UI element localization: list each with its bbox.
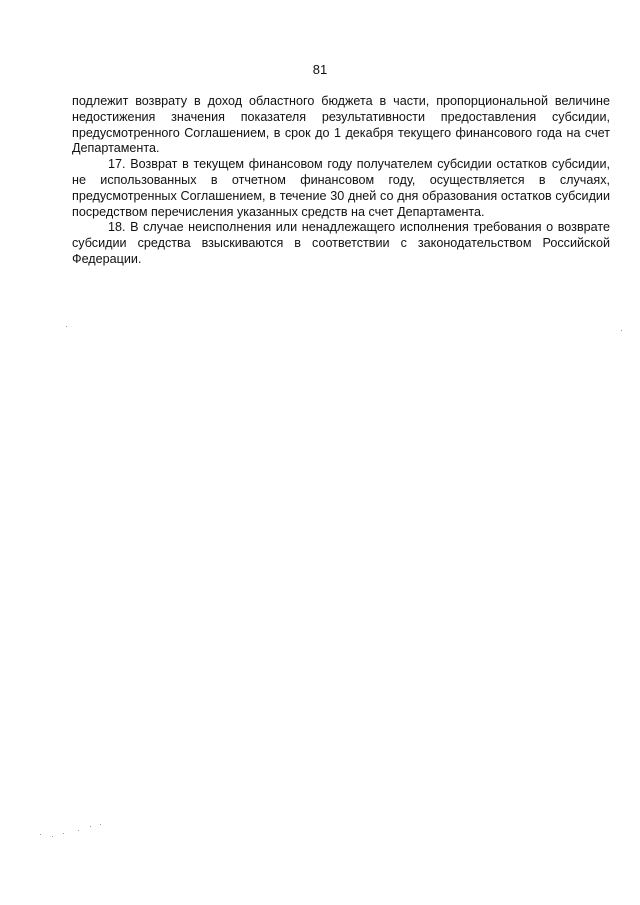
scan-speck (66, 326, 67, 327)
scan-speck (63, 833, 64, 834)
paragraph-continuation: подлежит возврату в доход областного бюджета в части, пропорциональной величине недостижения значения показателя результативности предоставления субсидии, предусмотренного Соглашением, в срок до 1 декабря текущего финансового года на счет Департамента. (72, 94, 610, 156)
scan-speck (52, 836, 53, 837)
paragraph-item-17: 17. Возврат в текущем финансовом году получателем субсидии остатков субсидии, не использованных в отчетном финансовом году, осуществляется в случаях, предусмотренных Соглашением, в течение 30 дней со дня образования остатков субсидии посредством перечисления указанных средств на счет Департамента. (72, 157, 610, 219)
scan-speck (40, 834, 41, 835)
page-number: 81 (312, 62, 328, 77)
paragraph-item-18: 18. В случае неисполнения или ненадлежащего исполнения требования о возврате субсидии средства взыскиваются в соответствии с законодательством Российской Федерации. (72, 220, 610, 266)
body-text (72, 94, 610, 268)
scan-speck (90, 826, 91, 827)
scan-speck (78, 830, 79, 831)
scan-speck (100, 824, 101, 825)
scan-speck (621, 330, 622, 331)
